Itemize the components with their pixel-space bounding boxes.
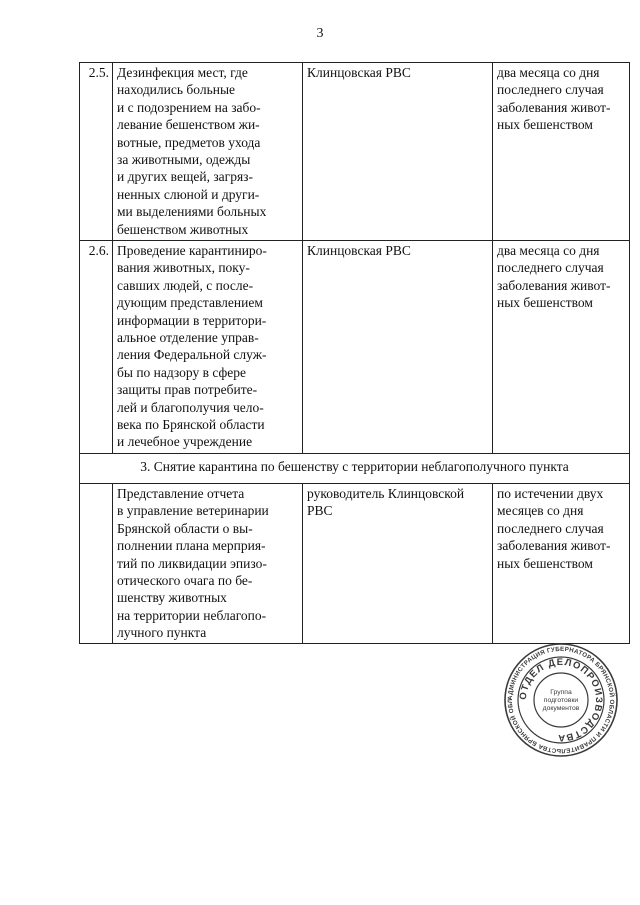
table-row — [80, 484, 630, 644]
row-number: 2.5. — [80, 63, 113, 241]
row-number — [80, 484, 113, 644]
table-row — [80, 241, 630, 454]
stamp-center-line-1: Группа — [550, 689, 572, 696]
section-row — [80, 454, 630, 484]
action-cell: Представление отчета в управление ветеринарии Брянской области о вы- полнении плана мерприя- тий по ликвидации эпизо- отического очага по бе- шенству животных на территории неблагопо- лучного пункта — [113, 484, 303, 644]
section-heading: 3. Снятие карантина по бешенству с территории неблагополучного пункта — [80, 454, 630, 484]
action-cell: Дезинфекция мест, где находились больные и с подозрением на забо- левание бешенством жи- вотные, предметов ухода за животными, одежды и других вещей, загряз- ненных слюной и други- ми выделениями больных бешенством животных — [113, 63, 303, 241]
deadline-cell: по истечении двух месяцев со дня последнего случая заболевания живот- ных бешенством — [493, 484, 630, 644]
table-row — [80, 63, 630, 241]
deadline-cell: два месяца со дня последнего случая заболевания живот- ных бешенством — [493, 63, 630, 241]
plan-table — [79, 62, 630, 644]
stamp-center-line-2: подготовки — [543, 697, 579, 704]
stamp-outer-text: АДМИНИСТРАЦИЯ ГУБЕРНАТОРА БРЯНСКОЙ ОБЛАСТИ И ПРАВИТЕЛЬСТВА БРЯНСКОЙ ОБЛ — [506, 645, 616, 755]
action-cell: Проведение карантиниро- вания животных, поку- савших людей, с после- дующим представлением информации в территори- альное отделение управ- ления Федеральной служ- бы по надзору в сфере защиты прав потребите- лей и благополучия чело- века по Брянской области и лечебное учреждение — [113, 241, 303, 454]
stamp-inner-text: ОТДЕЛ ДЕЛОПРОИЗВОДСТВА — [517, 656, 605, 744]
page-number: 3 — [316, 26, 324, 41]
deadline-cell: два месяца со дня последнего случая заболевания живот- ных бешенством — [493, 241, 630, 454]
stamp-center-line-3: документов — [542, 705, 580, 712]
responsible-cell: Клинцовская РВС — [303, 63, 493, 241]
official-stamp — [503, 642, 619, 758]
responsible-cell: Клинцовская РВС — [303, 241, 493, 454]
row-number: 2.6. — [80, 241, 113, 454]
stamp-seal-icon — [503, 642, 619, 758]
responsible-cell: руководитель Клинцовской РВС — [303, 484, 493, 644]
